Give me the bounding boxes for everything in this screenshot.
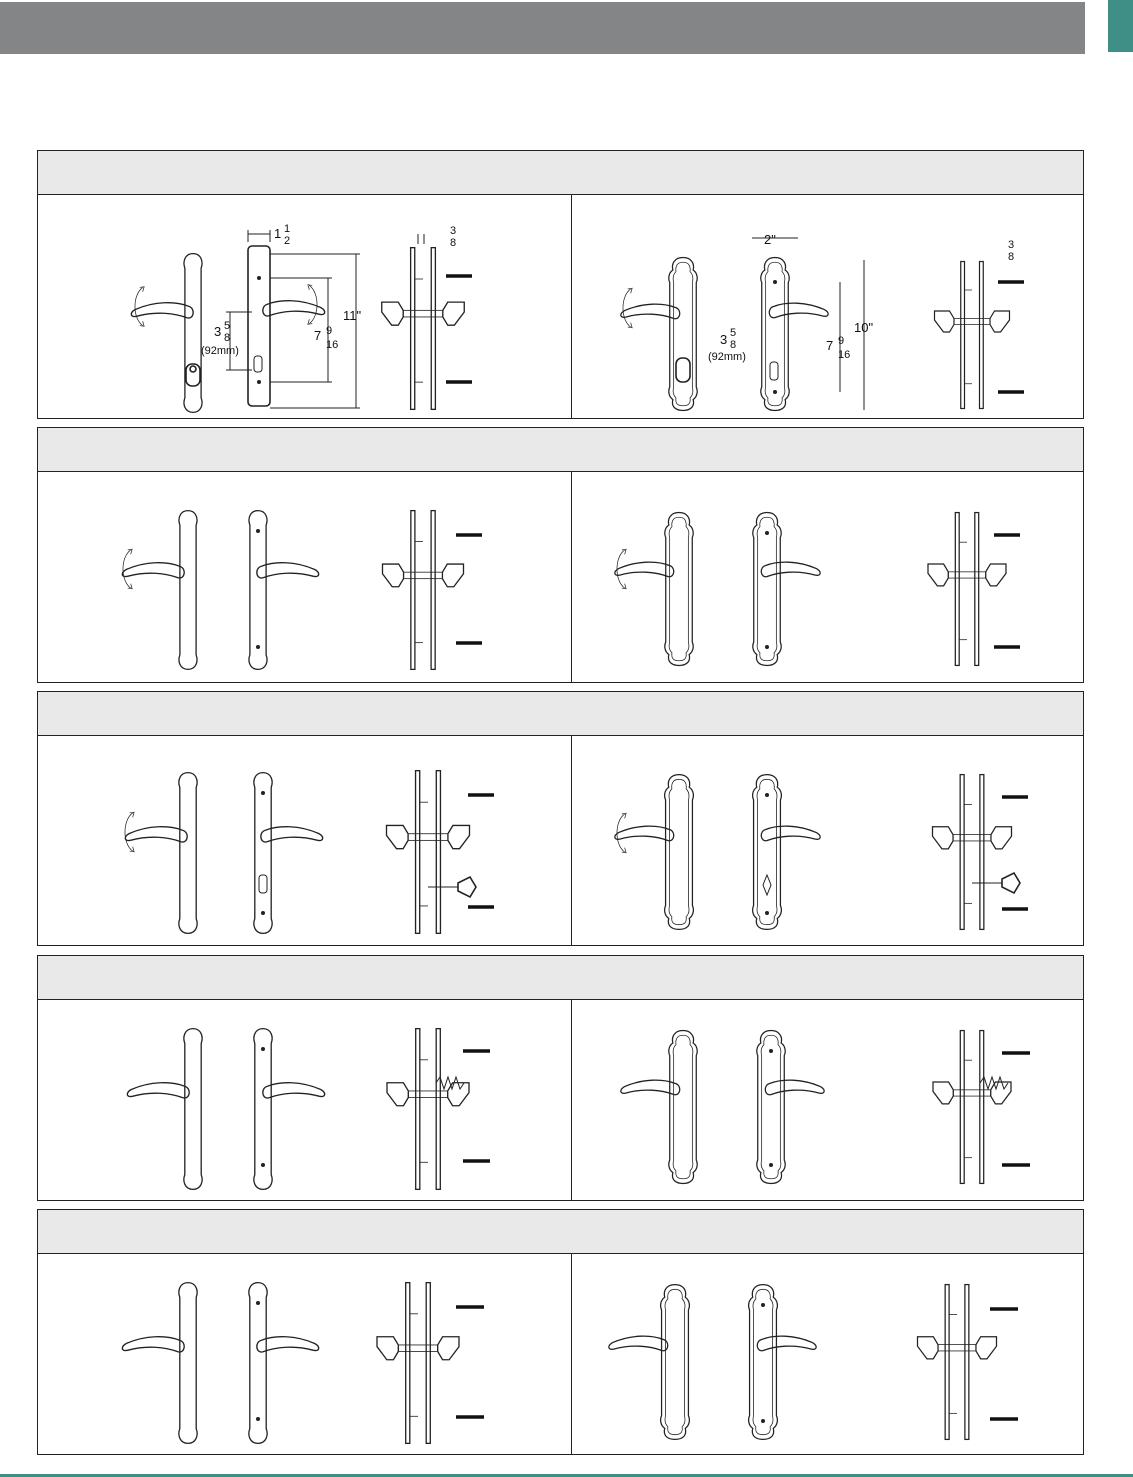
panel-narrow-plate	[38, 735, 571, 945]
panel-narrow-plate	[38, 999, 571, 1200]
section-privacy	[37, 691, 1084, 946]
panel-wide-plate	[571, 999, 1084, 1200]
dim-backset-whole: 3	[214, 324, 222, 339]
dim-backset-den: 8	[224, 332, 231, 344]
passage-wide-drawing	[572, 471, 1084, 682]
dim-backset-num-2: 5	[730, 327, 737, 339]
dim-center-whole: 7	[314, 328, 322, 343]
dim-center-whole-2: 7	[826, 338, 834, 353]
privacy-narrow-drawing	[38, 735, 571, 945]
dim-height-2: 10"	[854, 320, 874, 335]
dummy-wide-drawing	[572, 1253, 1084, 1454]
dim-center-num-2: 9	[838, 335, 845, 347]
dim-backset-num: 5	[224, 320, 231, 332]
section-header	[38, 1210, 1083, 1254]
dim-height: 11"	[343, 308, 362, 323]
panel-wide-plate	[571, 471, 1084, 682]
keyed-narrow-drawing	[38, 194, 571, 418]
dim-thick-num: 3	[450, 225, 457, 237]
dim-center-num: 9	[326, 325, 333, 337]
dim-backset-den-2: 8	[730, 339, 737, 351]
section-passage	[37, 427, 1084, 683]
panel-wide-plate	[571, 194, 1084, 418]
section-header	[38, 692, 1083, 736]
section-keyed	[37, 150, 1084, 419]
dim-backset-whole-2: 3	[720, 332, 728, 347]
dim-backset-mm-2: (92mm)	[708, 351, 746, 363]
panel-wide-plate	[571, 735, 1084, 945]
page-header-bar	[0, 2, 1085, 54]
dim-thick-num-2: 3	[1008, 239, 1015, 251]
dim-thick-den-2: 8	[1008, 251, 1015, 263]
dim-center-den-2: 16	[838, 349, 851, 361]
panel-narrow-plate	[38, 471, 571, 682]
privacy-wide-drawing	[572, 735, 1084, 945]
panel-narrow-plate	[38, 1253, 571, 1454]
dim-width-2: 2"	[764, 232, 776, 247]
keyed-wide-drawing	[572, 194, 1084, 418]
section-dummy	[37, 1209, 1084, 1455]
dummy-narrow-drawing	[38, 1253, 571, 1454]
section-header	[38, 428, 1083, 472]
dim-thick-den: 8	[450, 237, 457, 249]
section-header	[38, 956, 1083, 1000]
passage-narrow-drawing	[38, 471, 571, 682]
dim-width: 1	[274, 226, 282, 241]
dummy-spring-narrow-drawing	[38, 999, 571, 1200]
dummy-spring-wide-drawing	[572, 999, 1084, 1200]
panel-narrow-plate	[38, 194, 571, 418]
section-dummy-spring	[37, 955, 1084, 1201]
panel-wide-plate	[571, 1253, 1084, 1454]
chapter-tab	[1108, 0, 1133, 52]
dim-backset-mm: (92mm)	[201, 345, 239, 357]
dim-width-den: 2	[284, 235, 291, 247]
dim-center-den: 16	[326, 339, 339, 351]
section-header	[38, 151, 1083, 195]
dim-width-num: 1	[284, 223, 291, 235]
